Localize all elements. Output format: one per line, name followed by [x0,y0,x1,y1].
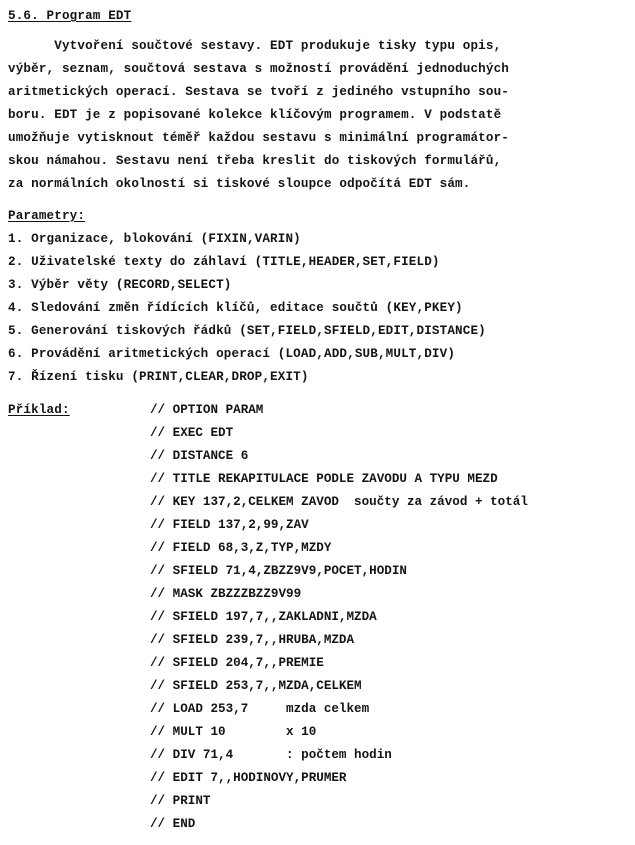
intro-line: aritmetických operací. Sestava se tvoří z jediného vstupního sou- [8,85,509,99]
code-line: // END [150,817,196,831]
parameter-item: 4. Sledování změn řídících klíčů, editace součtů (KEY,PKEY) [8,301,463,315]
code-line: // LOAD 253,7 mzda celkem [150,702,370,716]
example-heading: Příklad: [8,403,70,417]
code-line: // DISTANCE 6 [150,449,249,463]
section-heading: 5.6. Program EDT [8,9,132,23]
intro-line: výběr, seznam, součtová sestava s možností provádění jednoduchých [8,62,509,76]
code-line: // MULT 10 x 10 [150,725,317,739]
parameter-item: 3. Výběr věty (RECORD,SELECT) [8,278,232,292]
parameter-item: 2. Uživatelské texty do záhlaví (TITLE,HEADER,SET,FIELD) [8,255,440,269]
code-line: // EDIT 7,,HODINOVY,PRUMER [150,771,347,785]
code-line: // SFIELD 239,7,,HRUBA,MZDA [150,633,355,647]
code-line: // FIELD 68,3,Z,TYP,MZDY [150,541,332,555]
intro-line: umožňuje vytisknout téměř každou sestavu s minimální programátor- [8,131,509,145]
intro-line: za normálních okolností si tiskové sloupce odpočítá EDT sám. [8,177,471,191]
code-line: // KEY 137,2,CELKEM ZAVOD součty za závod + totál [150,495,528,509]
code-line: // EXEC EDT [150,426,234,440]
intro-line: boru. EDT je z popisované kolekce klíčovým programem. V podstatě [8,108,502,122]
parameter-item: 7. Řízení tisku (PRINT,CLEAR,DROP,EXIT) [8,370,309,384]
intro-line: Vytvoření součtové sestavy. EDT produkuje tisky typu opis, [8,39,502,53]
parameter-item: 6. Provádění aritmetických operací (LOAD,ADD,SUB,MULT,DIV) [8,347,456,361]
code-line: // TITLE REKAPITULACE PODLE ZAVODU A TYPU MEZD [150,472,498,486]
parameter-item: 1. Organizace, blokování (FIXIN,VARIN) [8,232,301,246]
intro-line: skou námahou. Sestavu není třeba kreslit do tiskových formulářů, [8,154,502,168]
parameter-item: 5. Generování tiskových řádků (SET,FIELD,SFIELD,EDIT,DISTANCE) [8,324,486,338]
code-line: // PRINT [150,794,211,808]
code-line: // SFIELD 204,7,,PREMIE [150,656,324,670]
code-line: // SFIELD 197,7,,ZAKLADNI,MZDA [150,610,377,624]
code-line: // MASK ZBZZZBZZ9V99 [150,587,302,601]
code-line: // OPTION PARAM [150,403,264,417]
code-line: // DIV 71,4 : počtem hodin [150,748,392,762]
code-line: // FIELD 137,2,99,ZAV [150,518,309,532]
code-line: // SFIELD 71,4,ZBZZ9V9,POCET,HODIN [150,564,407,578]
parameters-heading: Parametry: [8,209,86,223]
code-line: // SFIELD 253,7,,MZDA,CELKEM [150,679,362,693]
